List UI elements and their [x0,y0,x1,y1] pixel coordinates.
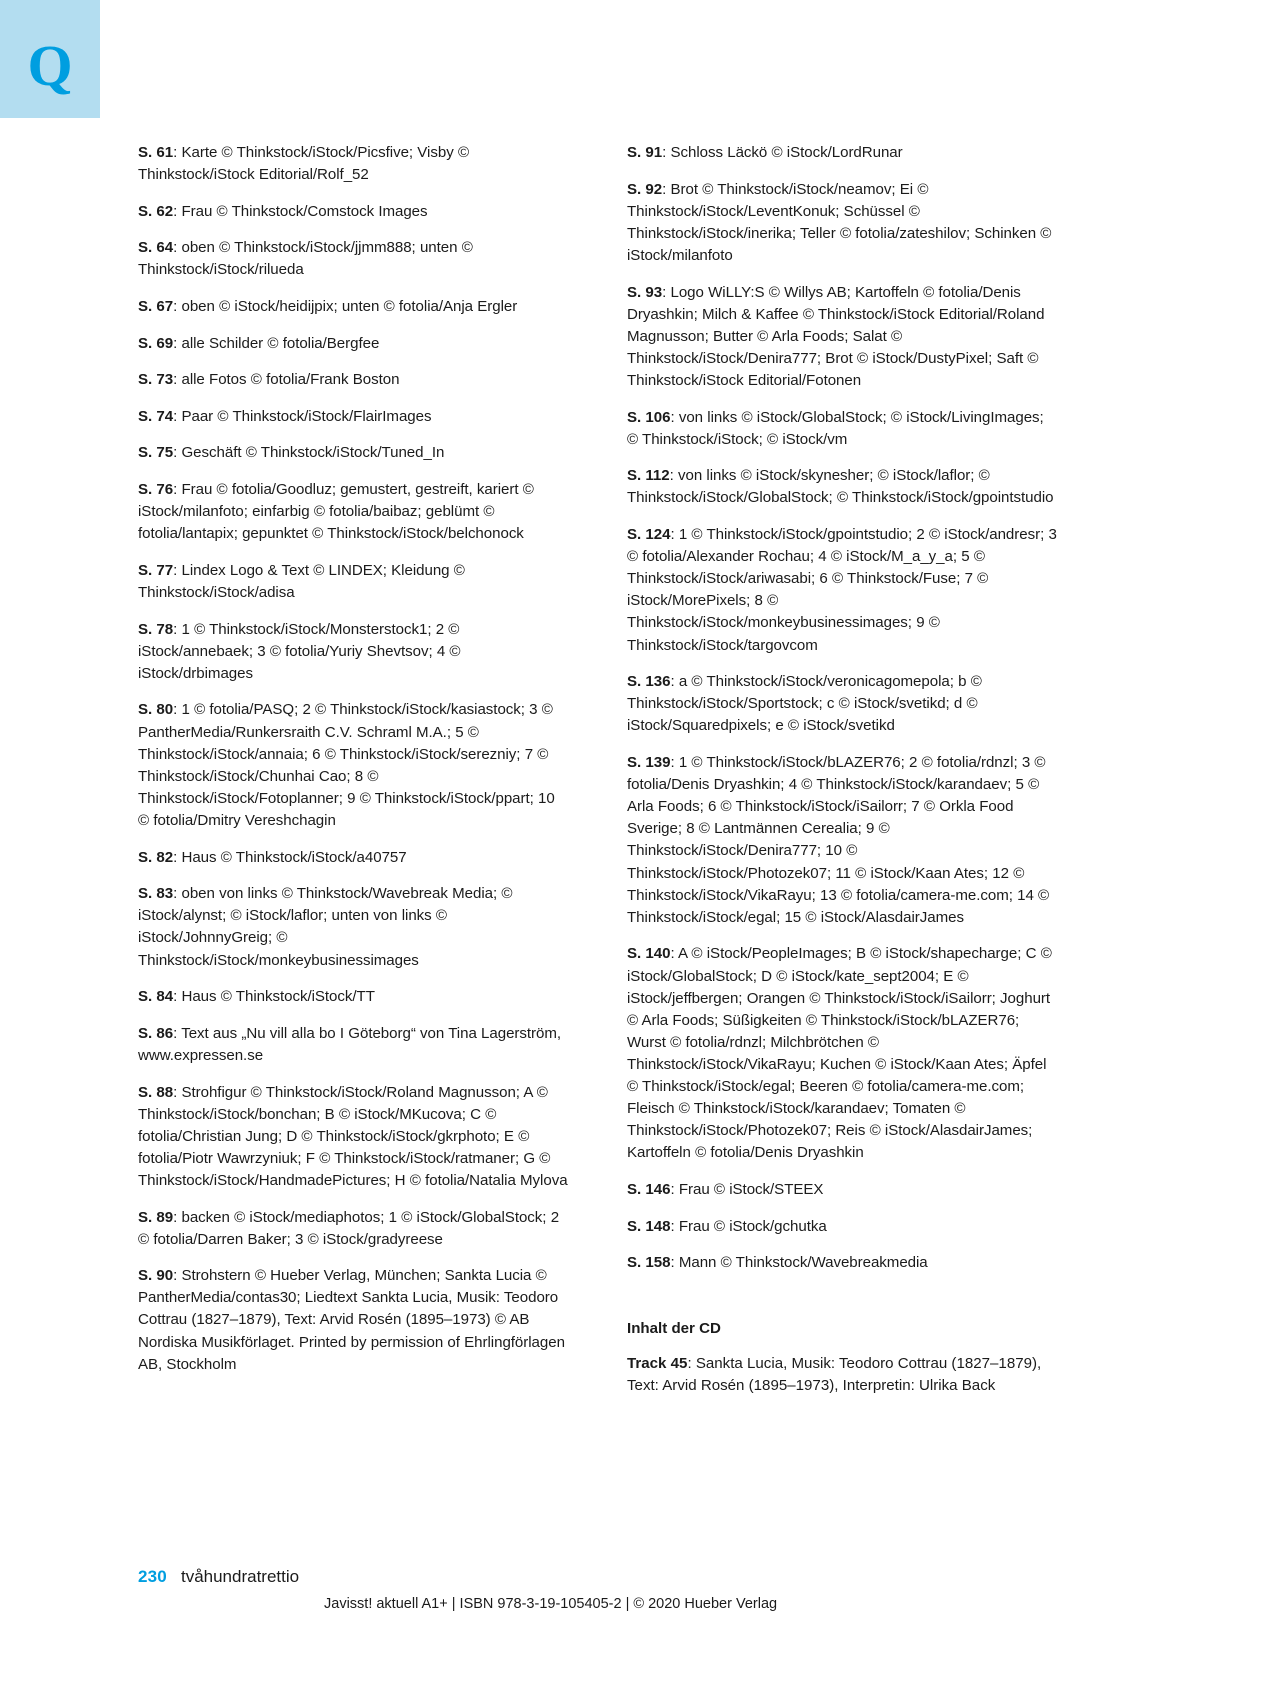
chapter-corner-tab [0,0,100,118]
credit-entry [627,943,1058,1164]
cd-section-heading: Inhalt der CD [627,1320,721,1338]
credit-page-label: S. 69 [138,334,174,352]
credit-text: : 1 © fotolia/PASQ; 2 © Thinkstock/iStock/kasiastock; 3 © PantherMedia/Runkersraith C.V. Schraml M.A.; 5 © Thinkstock/iStock/annaia; 6 © Thinkstock/iStock/serezniy; 7 © Thinkstock/iStock/Chunhai Cao; 8 © Thinkstock/iStock/Fotoplanner; 9 © Thinkstock/iStock/ppart; 10 © fotolia/Dmitry Vereshchagin [138,701,555,830]
credit-text: : backen © iStock/mediaphotos; 1 © iStock/GlobalStock; 2 © fotolia/Darren Baker; 3 © iStock/gradyreese [138,1208,560,1248]
credit-page-label: S. 90 [138,1267,174,1285]
credit-page-label: S. 61 [138,144,174,161]
credit-text: : Frau © Thinkstock/Comstock Images [173,202,428,220]
credit-entry [138,333,569,355]
credit-page-label: S. 124 [627,526,671,544]
credit-entry [138,986,569,1008]
credit-entry [138,1207,569,1251]
credit-entry [627,1252,1058,1274]
cd-track-label: Track 45 [627,1355,688,1373]
credit-page-label: S. 67 [138,298,174,316]
credit-page-label: S. 93 [627,283,663,301]
credit-text: : oben von links © Thinkstock/Wavebreak Media; © iStock/alynst; © iStock/laflor; unten von links © iStock/JohnnyGreig; © Thinkstock/iStock/monkeybusinessimages [138,885,513,969]
credit-page-label: S. 112 [627,467,670,485]
credit-page-label: S. 86 [138,1024,174,1042]
credit-entry [138,1265,569,1376]
credit-text: : Mann © Thinkstock/Wavebreakmedia [670,1254,928,1272]
page-number-word: tvåhundratrettio [180,1567,300,1586]
credit-page-label: S. 91 [627,144,663,161]
credit-page-label: S. 75 [138,444,174,462]
credit-entry [138,296,569,318]
page-number: 230 [138,1567,167,1586]
credit-text: : Frau © iStock/gchutka [670,1217,827,1235]
credit-entry [138,1082,569,1193]
credit-text: : Lindex Logo & Text © LINDEX; Kleidung © Thinkstock/iStock/adisa [138,561,465,602]
credit-entry [627,282,1058,393]
credit-entry [138,406,569,428]
credit-entry [138,442,569,464]
credit-text: : alle Fotos © fotolia/Frank Boston [173,371,400,389]
credit-text: : Frau © fotolia/Goodluz; gemustert, gestreift, kariert © iStock/milanfoto; einfarbig © fotolia/baibaz; geblümt © fotolia/lantapix; gepunktet © Thinkstock/iStock/belchonock [138,481,534,543]
credit-page-label: S. 136 [627,673,671,691]
credit-page-label: S. 62 [138,202,174,220]
credit-page-label: S. 74 [138,407,174,425]
credit-page-label: S. 78 [138,620,174,638]
cd-content-section [627,1320,1058,1397]
credit-page-label: S. 89 [138,1208,174,1226]
credit-entry [627,407,1058,451]
chapter-letter: Q [27,33,73,98]
credit-page-label: S. 76 [138,481,174,499]
credit-entry [138,479,569,545]
credit-entry [138,1023,569,1067]
credit-text: : Frau © iStock/STEEX [670,1180,824,1198]
credit-text: : Logo WiLLY:S © Willys AB; Kartoffeln © fotolia/Denis Dryashkin; Milch & Kaffee © Thinkstock/iStock Editorial/Roland Magnusson; Butter © Arla Foods; Salat © Thinkstock/iStock/Denira777; Brot © iStock/DustyPixel; Saft © Thinkstock/iStock Editorial/Fotonen [627,283,1045,389]
credit-page-label: S. 82 [138,848,174,866]
imprint-line: Javisst! aktuell A1+ | ISBN 978-3-19-105405-2 | © 2020 Hueber Verlag [324,1596,778,1612]
credit-text: : Paar © Thinkstock/iStock/FlairImages [173,407,432,425]
credit-entry [138,201,569,223]
credit-entry [627,1179,1058,1201]
credit-text: : A © iStock/PeopleImages; B © iStock/shapecharge; C © iStock/GlobalStock; D © iStock/kate_sept2004; E © iStock/jeffbergen; Orangen © Thinkstock/iStock/iSailorr; Joghurt © Arla Foods; Süßigkeiten © Thinkstock/iStock/bLAZER76; Wurst © fotolia/rdnzl; Milchbrötchen © Thinkstock/iStock/VikaRayu; Kuchen © iStock/Kaan Ates; Äpfel © Thinkstock/iStock/egal; Beeren © fotolia/camera-me.com; Fleisch © Thinkstock/iStock/karandaev; Tomaten © Thinkstock/iStock/Photozek07; Reis © iStock/AlasdairJames; Kartoffeln © fotolia/Denis Dryashkin [627,945,1052,1162]
credit-entry [138,237,569,281]
credit-entry [138,619,569,685]
credit-text: : Strohstern © Hueber Verlag, München; Sankta Lucia © PantherMedia/contas30; Liedtext Sankta Lucia, Musik: Teodoro Cottrau (1827–1879), Text: Arvid Rosén (1895–1973) © AB Nordiska Musikförlaget. Printed by permission of Ehrlingförlagen AB, Stockholm [138,1267,565,1373]
two-column-layout [138,142,1058,1398]
credit-text: : Haus © Thinkstock/iStock/a40757 [173,848,407,866]
credit-text: : oben © iStock/heidijpix; unten © fotolia/Anja Ergler [173,298,518,316]
credit-text: : Haus © Thinkstock/iStock/TT [173,988,375,1006]
credit-text: : 1 © Thinkstock/iStock/gpointstudio; 2 © iStock/andresr; 3 © fotolia/Alexander Rochau; 4 © iStock/M_a_y_a; 5 © Thinkstock/iStock/ariwasabi; 6 © Thinkstock/Fuse; 7 © iStock/MorePixels; 8 © Thinkstock/iStock/monkeybusinessimages; 9 © Thinkstock/iStock/targovcom [627,526,1057,654]
credit-entry [627,465,1058,509]
credit-text: : 1 © Thinkstock/iStock/Monsterstock1; 2 © iStock/annebaek; 3 © fotolia/Yuriy Shevtsov; 4 © iStock/drbimages [138,620,461,682]
credit-page-label: S. 88 [138,1083,174,1101]
credit-text: : oben © Thinkstock/iStock/jjmm888; unten © Thinkstock/iStock/rilueda [138,239,473,279]
credit-entry [627,671,1058,737]
credit-text: : Text aus „Nu vill alla bo I Göteborg“ von Tina Lagerström, www.expressen.se [138,1024,562,1064]
credit-text: : Geschäft © Thinkstock/iStock/Tuned_In [173,444,445,462]
cd-track-entry [627,1353,1058,1397]
credit-page-label: S. 158 [627,1254,671,1272]
right-column [627,142,1058,1398]
credit-entry [627,179,1058,267]
credit-text: : Karte © Thinkstock/iStock/Picsfive; Visby © Thinkstock/iStock Editorial/Rolf_52 [138,144,470,184]
credit-entry [627,142,1058,164]
credit-page-label: S. 80 [138,701,174,719]
credit-entry [627,524,1058,657]
credit-page-label: S. 148 [627,1217,671,1235]
credit-page-label: S. 83 [138,885,174,903]
credit-text: : alle Schilder © fotolia/Bergfee [173,334,380,352]
credit-text: : von links © iStock/skynesher; © iStock/laflor; © Thinkstock/iStock/GlobalStock; © Thinkstock/iStock/gpointstudio [627,467,1054,507]
credit-entry [627,1216,1058,1238]
credit-text: : Schloss Läckö © iStock/LordRunar [662,144,903,161]
credit-page-label: S. 139 [627,754,671,772]
credit-entry [138,847,569,869]
left-column [138,142,569,1376]
credit-text: : a © Thinkstock/iStock/veronicagomepola; b © Thinkstock/iStock/Sportstock; c © iStock/svetikd; d © iStock/Squaredpixels; e © iStock/svetikd [627,673,982,735]
credit-page-label: S. 140 [627,945,671,963]
credit-page-label: S. 146 [627,1180,671,1198]
credit-page-label: S. 73 [138,371,174,389]
credit-page-label: S. 92 [627,180,663,198]
credit-entry [138,883,569,971]
credit-page-label: S. 84 [138,988,174,1006]
credit-entry [138,142,569,186]
footer-page-row [138,1567,1138,1587]
credit-text: : von links © iStock/GlobalStock; © iStock/LivingImages; © Thinkstock/iStock; © iStock/vm [627,408,1044,448]
credit-entry [627,752,1058,929]
credit-entry [138,699,569,832]
credits-content [138,142,1058,1398]
credit-text: : Strohfigur © Thinkstock/iStock/Roland Magnusson; A © Thinkstock/iStock/bonchan; B © iStock/MKucova; C © fotolia/Christian Jung; D © Thinkstock/iStock/gkrphoto; E © fotolia/Piotr Wawrzyniuk; F © Thinkstock/iStock/ratmaner; G © Thinkstock/iStock/HandmadePictures; H © fotolia/Natalia Mylova [138,1083,568,1189]
credit-text: : Brot © Thinkstock/iStock/neamov; Ei © Thinkstock/iStock/LeventKonuk; Schüssel © Thinkstock/iStock/inerika; Teller © fotolia/zateshilov; Schinken © iStock/milanfoto [627,180,1052,264]
credit-page-label: S. 77 [138,561,174,579]
credit-page-label: S. 64 [138,239,174,257]
credit-entry [138,560,569,604]
cd-track-text: : Sankta Lucia, Musik: Teodoro Cottrau (1827–1879), Text: Arvid Rosén (1895–1973), Interpretin: Ulrika Back [627,1355,1042,1395]
credit-entry [138,369,569,391]
page-footer [138,1567,1138,1612]
credit-page-label: S. 106 [627,408,671,426]
credit-text: : 1 © Thinkstock/iStock/bLAZER76; 2 © fotolia/rdnzl; 3 © fotolia/Denis Dryashkin; 4 © Thinkstock/iStock/karandaev; 5 © Arla Foods; 6 © Thinkstock/iStock/iSailorr; 7 © Orkla Food Sverige; 8 © Lantmännen Cerealia; 9 © Thinkstock/iStock/Denira777; 10 © Thinkstock/iStock/Photozek07; 11 © iStock/Kaan Ates; 12 © Thinkstock/iStock/VikaRayu; 13 © fotolia/camera-me.com; 14 © Thinkstock/iStock/egal; 15 © iStock/AlasdairJames [627,754,1050,926]
